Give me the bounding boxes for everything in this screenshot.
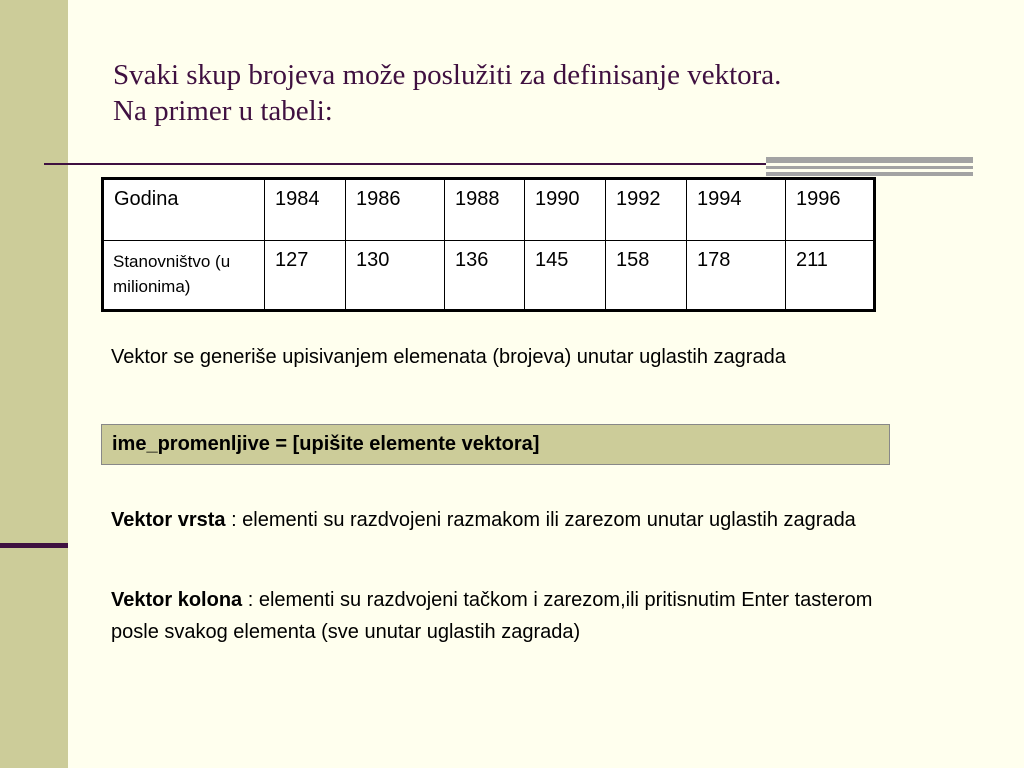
table-header-year: Godina — [103, 179, 265, 241]
table-header-population: Stanovništvo (u milionima) — [103, 241, 265, 311]
table-cell: 1992 — [606, 179, 687, 241]
table-cell: 1994 — [687, 179, 786, 241]
table-cell: 158 — [606, 241, 687, 311]
left-decor-accent — [0, 543, 68, 548]
row-vector-desc: : elementi su razdvojeni razmakom ili zarezom unutar uglastih zagrada — [225, 509, 856, 531]
title-line-1: Svaki skup brojeva može poslužiti za definisanje vektora. — [113, 59, 782, 91]
table-cell: 145 — [525, 241, 606, 311]
col-vector-term: Vektor kolona — [111, 589, 243, 611]
table-cell: 1996 — [786, 179, 875, 241]
table-row-population — [103, 241, 875, 311]
table-cell: 211 — [786, 241, 875, 311]
table-cell: 1988 — [445, 179, 525, 241]
title-line-2: Na primer u tabeli: — [113, 95, 333, 127]
left-decor-bar — [0, 0, 68, 768]
table-cell: 136 — [445, 241, 525, 311]
table-cell: 178 — [687, 241, 786, 311]
col-vector-paragraph — [111, 584, 911, 648]
slide-title — [113, 57, 973, 129]
table-row-years — [103, 179, 875, 241]
population-table — [101, 177, 876, 312]
syntax-box — [101, 424, 890, 465]
table-cell: 1986 — [346, 179, 445, 241]
col-vector-desc: : elementi su razdvojeni tačkom i zarezom,ili pritisnutim Enter tasterom posle svakog elementa (sve unutar uglastih zagrada) — [111, 589, 873, 643]
table-cell: 127 — [265, 241, 346, 311]
table-cell: 1984 — [265, 179, 346, 241]
syntax-text: ime_promenljive = [upišite elemente vektora] — [112, 433, 540, 455]
title-divider-accent-2 — [766, 166, 973, 176]
intro-paragraph: Vektor se generiše upisivanjem elemenata (brojeva) unutar uglastih zagrada — [111, 346, 786, 368]
table-cell: 130 — [346, 241, 445, 311]
title-divider-accent — [766, 157, 973, 163]
row-vector-term: Vektor vrsta — [111, 509, 226, 531]
row-vector-paragraph — [111, 505, 901, 535]
title-divider — [44, 163, 766, 165]
table-cell: 1990 — [525, 179, 606, 241]
